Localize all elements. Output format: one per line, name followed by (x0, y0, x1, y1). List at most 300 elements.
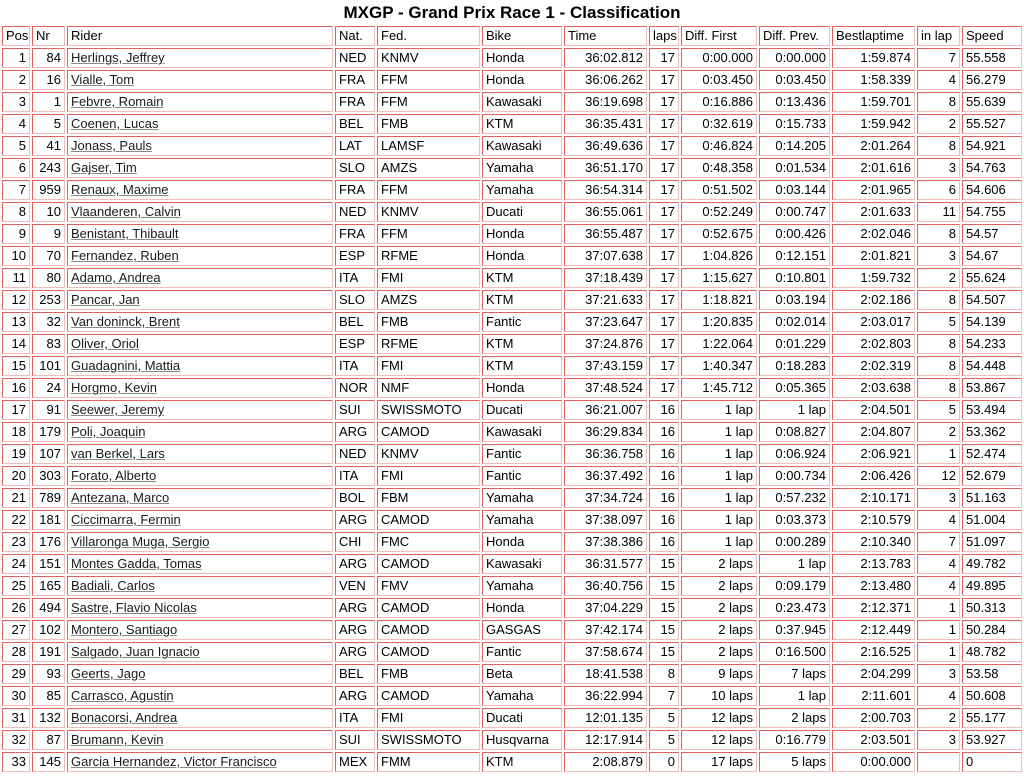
cell-fed: RFME (377, 334, 480, 354)
cell-rider (67, 752, 333, 772)
table-row (2, 686, 1022, 706)
cell-in_lap: 1 (917, 598, 960, 618)
cell-laps: 16 (649, 444, 679, 464)
cell-speed: 54.507 (962, 290, 1022, 310)
cell-laps: 15 (649, 620, 679, 640)
table-body (2, 48, 1022, 772)
cell-fed: CAMOD (377, 642, 480, 662)
cell-bike: Honda (482, 246, 562, 266)
cell-diff_first: 1:04.826 (681, 246, 757, 266)
cell-nr: 181 (32, 510, 65, 530)
cell-nr: 101 (32, 356, 65, 376)
cell-diff_prev: 0:00.289 (759, 532, 830, 552)
cell-bike: KTM (482, 114, 562, 134)
cell-laps: 15 (649, 642, 679, 662)
rider-link[interactable]: Fernandez, Ruben (71, 248, 179, 263)
cell-laps: 17 (649, 48, 679, 68)
cell-bike: Yamaha (482, 158, 562, 178)
cell-time: 36:36.758 (564, 444, 647, 464)
cell-bestlaptime: 2:01.965 (832, 180, 915, 200)
cell-nr: 102 (32, 620, 65, 640)
cell-fed: CAMOD (377, 598, 480, 618)
cell-time: 36:06.262 (564, 70, 647, 90)
cell-speed: 55.558 (962, 48, 1022, 68)
cell-diff_first: 1 lap (681, 444, 757, 464)
rider-link[interactable]: Badiali, Carlos (71, 578, 155, 593)
cell-diff_first: 1 lap (681, 400, 757, 420)
cell-bike: Yamaha (482, 686, 562, 706)
cell-nat: NED (335, 202, 375, 222)
cell-fed: LAMSF (377, 136, 480, 156)
cell-diff_first: 2 laps (681, 598, 757, 618)
cell-diff_prev: 0:57.232 (759, 488, 830, 508)
cell-bike: Honda (482, 70, 562, 90)
cell-time: 37:48.524 (564, 378, 647, 398)
cell-in_lap: 8 (917, 136, 960, 156)
table-row (2, 664, 1022, 684)
cell-speed: 50.284 (962, 620, 1022, 640)
table-row (2, 268, 1022, 288)
cell-rider (67, 554, 333, 574)
rider-link[interactable]: Guadagnini, Mattia (71, 358, 181, 373)
cell-speed: 48.782 (962, 642, 1022, 662)
rider-link[interactable]: Ciccimarra, Fermin (71, 512, 181, 527)
cell-nat: LAT (335, 136, 375, 156)
table-row (2, 642, 1022, 662)
cell-time: 37:43.159 (564, 356, 647, 376)
cell-nr: 24 (32, 378, 65, 398)
cell-bike: Ducati (482, 708, 562, 728)
rider-link[interactable]: Salgado, Juan Ignacio (71, 644, 200, 659)
cell-bike: Kawasaki (482, 92, 562, 112)
table-row (2, 576, 1022, 596)
rider-link[interactable]: Van doninck, Brent (71, 314, 180, 329)
cell-bike: Yamaha (482, 576, 562, 596)
cell-pos: 21 (2, 488, 30, 508)
rider-link[interactable]: Herlings, Jeffrey (71, 50, 165, 65)
cell-bestlaptime: 1:59.942 (832, 114, 915, 134)
cell-rider (67, 400, 333, 420)
cell-diff_first: 1:45.712 (681, 378, 757, 398)
cell-fed: CAMOD (377, 422, 480, 442)
cell-diff_prev: 0:01.229 (759, 334, 830, 354)
rider-link[interactable]: Coenen, Lucas (71, 116, 159, 131)
cell-bestlaptime: 2:11.601 (832, 686, 915, 706)
table-row (2, 246, 1022, 266)
cell-speed: 51.097 (962, 532, 1022, 552)
cell-pos: 25 (2, 576, 30, 596)
cell-bestlaptime: 0:00.000 (832, 752, 915, 772)
cell-nat: FRA (335, 224, 375, 244)
cell-fed: FFM (377, 180, 480, 200)
cell-in_lap: 2 (917, 114, 960, 134)
cell-fed: FMI (377, 466, 480, 486)
cell-laps: 15 (649, 576, 679, 596)
cell-diff_first: 0:32.619 (681, 114, 757, 134)
cell-fed: CAMOD (377, 620, 480, 640)
cell-rider (67, 114, 333, 134)
cell-fed: FMB (377, 114, 480, 134)
cell-laps: 16 (649, 400, 679, 420)
table-row (2, 554, 1022, 574)
cell-time: 36:51.170 (564, 158, 647, 178)
cell-diff_first: 9 laps (681, 664, 757, 684)
cell-pos: 5 (2, 136, 30, 156)
header-row (2, 26, 1022, 46)
cell-rider (67, 444, 333, 464)
cell-diff_prev: 0:15.733 (759, 114, 830, 134)
cell-nr: 85 (32, 686, 65, 706)
cell-diff_first: 2 laps (681, 554, 757, 574)
rider-link[interactable]: Garcia Hernandez, Victor Francisco (71, 754, 277, 769)
cell-nr: 16 (32, 70, 65, 90)
cell-bestlaptime: 2:03.017 (832, 312, 915, 332)
cell-diff_prev: 7 laps (759, 664, 830, 684)
table-row (2, 620, 1022, 640)
cell-nr: 176 (32, 532, 65, 552)
cell-rider (67, 312, 333, 332)
cell-time: 36:55.487 (564, 224, 647, 244)
cell-speed: 51.004 (962, 510, 1022, 530)
cell-diff_first: 0:00.000 (681, 48, 757, 68)
cell-speed: 54.763 (962, 158, 1022, 178)
cell-diff_first: 0:48.358 (681, 158, 757, 178)
cell-time: 37:07.638 (564, 246, 647, 266)
cell-laps: 17 (649, 312, 679, 332)
cell-diff_prev: 0:03.144 (759, 180, 830, 200)
cell-laps: 5 (649, 708, 679, 728)
cell-nat: CHI (335, 532, 375, 552)
cell-bestlaptime: 2:02.186 (832, 290, 915, 310)
cell-in_lap: 8 (917, 356, 960, 376)
cell-rider (67, 686, 333, 706)
cell-diff_prev: 0:00.734 (759, 466, 830, 486)
cell-fed: CAMOD (377, 686, 480, 706)
cell-nr: 145 (32, 752, 65, 772)
cell-time: 37:23.647 (564, 312, 647, 332)
cell-pos: 28 (2, 642, 30, 662)
cell-nr: 70 (32, 246, 65, 266)
cell-bike: Fantic (482, 312, 562, 332)
cell-rider (67, 70, 333, 90)
cell-nat: BEL (335, 312, 375, 332)
cell-pos: 22 (2, 510, 30, 530)
column-header-time: Time (564, 26, 647, 46)
cell-rider (67, 620, 333, 640)
cell-bike: Honda (482, 378, 562, 398)
rider-link[interactable]: Villaronga Muga, Sergio (71, 534, 210, 549)
cell-time: 37:42.174 (564, 620, 647, 640)
cell-time: 37:38.386 (564, 532, 647, 552)
cell-fed: FFM (377, 92, 480, 112)
cell-rider (67, 180, 333, 200)
cell-fed: RFME (377, 246, 480, 266)
cell-bike: Fantic (482, 642, 562, 662)
cell-bestlaptime: 2:16.525 (832, 642, 915, 662)
cell-bestlaptime: 2:03.501 (832, 730, 915, 750)
cell-diff_prev: 0:16.779 (759, 730, 830, 750)
rider-link[interactable]: Oliver, Oriol (71, 336, 139, 351)
rider-link[interactable]: Montes Gadda, Tomas (71, 556, 202, 571)
cell-speed: 56.279 (962, 70, 1022, 90)
cell-pos: 10 (2, 246, 30, 266)
cell-bestlaptime: 2:06.921 (832, 444, 915, 464)
cell-speed: 55.177 (962, 708, 1022, 728)
cell-laps: 15 (649, 598, 679, 618)
cell-bestlaptime: 2:10.340 (832, 532, 915, 552)
cell-nr: 93 (32, 664, 65, 684)
cell-nr: 243 (32, 158, 65, 178)
cell-diff_first: 1 lap (681, 510, 757, 530)
cell-pos: 2 (2, 70, 30, 90)
cell-pos: 32 (2, 730, 30, 750)
cell-time: 36:22.994 (564, 686, 647, 706)
cell-in_lap: 3 (917, 488, 960, 508)
rider-link[interactable]: Febvre, Romain (71, 94, 164, 109)
cell-rider (67, 708, 333, 728)
rider-link[interactable]: Renaux, Maxime (71, 182, 169, 197)
cell-laps: 8 (649, 664, 679, 684)
table-row (2, 334, 1022, 354)
cell-bestlaptime: 1:59.732 (832, 268, 915, 288)
cell-laps: 16 (649, 466, 679, 486)
cell-bestlaptime: 2:03.638 (832, 378, 915, 398)
cell-in_lap: 1 (917, 620, 960, 640)
cell-time: 36:21.007 (564, 400, 647, 420)
cell-time: 36:37.492 (564, 466, 647, 486)
cell-nr: 83 (32, 334, 65, 354)
cell-diff_first: 2 laps (681, 642, 757, 662)
cell-diff_prev: 0:16.500 (759, 642, 830, 662)
cell-rider (67, 378, 333, 398)
rider-link[interactable]: Poli, Joaquin (71, 424, 146, 439)
cell-diff_prev: 0:03.373 (759, 510, 830, 530)
column-header-in_lap: in lap (917, 26, 960, 46)
cell-diff_prev: 0:03.450 (759, 70, 830, 90)
rider-link[interactable]: Montero, Santiago (71, 622, 178, 637)
cell-pos: 8 (2, 202, 30, 222)
rider-link[interactable]: Benistant, Thibault (71, 226, 179, 241)
cell-laps: 17 (649, 114, 679, 134)
cell-pos: 12 (2, 290, 30, 310)
rider-link[interactable]: Brumann, Kevin (71, 732, 164, 747)
cell-bestlaptime: 2:04.807 (832, 422, 915, 442)
cell-laps: 16 (649, 488, 679, 508)
cell-laps: 17 (649, 158, 679, 178)
cell-laps: 17 (649, 290, 679, 310)
cell-diff_first: 0:46.824 (681, 136, 757, 156)
rider-link[interactable]: Vlaanderen, Calvin (71, 204, 181, 219)
rider-link[interactable]: Pancar, Jan (71, 292, 140, 307)
cell-in_lap: 2 (917, 422, 960, 442)
cell-in_lap: 4 (917, 510, 960, 530)
cell-diff_first: 1 lap (681, 466, 757, 486)
cell-bike: Beta (482, 664, 562, 684)
cell-pos: 3 (2, 92, 30, 112)
table-row (2, 114, 1022, 134)
cell-bike: KTM (482, 290, 562, 310)
cell-nr: 1 (32, 92, 65, 112)
cell-rider (67, 334, 333, 354)
cell-diff_first: 1:22.064 (681, 334, 757, 354)
cell-laps: 17 (649, 246, 679, 266)
cell-speed: 50.313 (962, 598, 1022, 618)
cell-diff_prev: 0:00.747 (759, 202, 830, 222)
cell-laps: 17 (649, 180, 679, 200)
cell-nat: VEN (335, 576, 375, 596)
cell-bike: Yamaha (482, 510, 562, 530)
cell-nr: 91 (32, 400, 65, 420)
cell-rider (67, 136, 333, 156)
rider-link[interactable]: Seewer, Jeremy (71, 402, 165, 417)
cell-nat: FRA (335, 92, 375, 112)
cell-time: 37:38.097 (564, 510, 647, 530)
cell-nat: NED (335, 444, 375, 464)
cell-pos: 14 (2, 334, 30, 354)
cell-in_lap: 3 (917, 730, 960, 750)
cell-speed: 54.921 (962, 136, 1022, 156)
cell-diff_prev: 0:02.014 (759, 312, 830, 332)
cell-nr: 191 (32, 642, 65, 662)
cell-diff_first: 2 laps (681, 576, 757, 596)
cell-fed: FFM (377, 70, 480, 90)
cell-in_lap: 8 (917, 290, 960, 310)
cell-fed: CAMOD (377, 554, 480, 574)
cell-fed: AMZS (377, 158, 480, 178)
cell-time: 18:41.538 (564, 664, 647, 684)
cell-diff_prev: 0:12.151 (759, 246, 830, 266)
cell-bestlaptime: 2:12.449 (832, 620, 915, 640)
column-header-rider: Rider (67, 26, 333, 46)
cell-diff_first: 2 laps (681, 620, 757, 640)
cell-nat: NED (335, 48, 375, 68)
column-header-nr: Nr (32, 26, 65, 46)
column-header-pos: Pos (2, 26, 30, 46)
rider-link[interactable]: Carrasco, Agustin (71, 688, 174, 703)
cell-diff_prev: 0:01.534 (759, 158, 830, 178)
cell-nat: BEL (335, 664, 375, 684)
cell-diff_first: 0:52.249 (681, 202, 757, 222)
cell-speed: 53.867 (962, 378, 1022, 398)
cell-pos: 9 (2, 224, 30, 244)
cell-pos: 1 (2, 48, 30, 68)
cell-bestlaptime: 2:01.821 (832, 246, 915, 266)
cell-nat: ESP (335, 246, 375, 266)
cell-nr: 10 (32, 202, 65, 222)
cell-speed: 55.639 (962, 92, 1022, 112)
cell-in_lap: 4 (917, 576, 960, 596)
cell-in_lap: 7 (917, 532, 960, 552)
cell-rider (67, 730, 333, 750)
cell-time: 37:18.439 (564, 268, 647, 288)
rider-link[interactable]: Adamo, Andrea (71, 270, 161, 285)
table-row (2, 92, 1022, 112)
table-row (2, 312, 1022, 332)
cell-time: 37:04.229 (564, 598, 647, 618)
cell-pos: 13 (2, 312, 30, 332)
cell-bike: Ducati (482, 400, 562, 420)
rider-link[interactable]: Forato, Alberto (71, 468, 157, 483)
cell-fed: FBM (377, 488, 480, 508)
rider-link[interactable]: van Berkel, Lars (71, 446, 165, 461)
cell-bike: Fantic (482, 466, 562, 486)
cell-in_lap: 1 (917, 444, 960, 464)
cell-laps: 17 (649, 70, 679, 90)
cell-fed: FMM (377, 752, 480, 772)
cell-laps: 0 (649, 752, 679, 772)
table-row (2, 752, 1022, 772)
rider-link[interactable]: Bonacorsi, Andrea (71, 710, 178, 725)
cell-diff_prev: 5 laps (759, 752, 830, 772)
cell-fed: KNMV (377, 202, 480, 222)
table-row (2, 136, 1022, 156)
table-row (2, 180, 1022, 200)
cell-nat: ARG (335, 510, 375, 530)
page-title: MXGP - Grand Prix Race 1 - Classification (343, 3, 681, 22)
cell-rider (67, 532, 333, 552)
rider-link[interactable]: Jonass, Pauls (71, 138, 152, 153)
cell-speed: 0 (962, 752, 1022, 772)
cell-diff_prev: 0:08.827 (759, 422, 830, 442)
cell-pos: 23 (2, 532, 30, 552)
cell-laps: 17 (649, 268, 679, 288)
cell-nr: 107 (32, 444, 65, 464)
rider-link[interactable]: Horgmo, Kevin (71, 380, 157, 395)
rider-link[interactable]: Geerts, Jago (71, 666, 146, 681)
rider-link[interactable]: Antezana, Marco (71, 490, 170, 505)
cell-diff_prev: 0:03.194 (759, 290, 830, 310)
cell-rider (67, 510, 333, 530)
cell-bestlaptime: 2:04.299 (832, 664, 915, 684)
cell-bestlaptime: 2:12.371 (832, 598, 915, 618)
rider-link[interactable]: Vialle, Tom (71, 72, 135, 87)
cell-rider (67, 246, 333, 266)
cell-time: 12:01.135 (564, 708, 647, 728)
table-row (2, 422, 1022, 442)
cell-bike: Yamaha (482, 488, 562, 508)
cell-pos: 19 (2, 444, 30, 464)
cell-speed: 49.895 (962, 576, 1022, 596)
cell-pos: 16 (2, 378, 30, 398)
cell-rider (67, 422, 333, 442)
rider-link[interactable]: Sastre, Flavio Nicolas (71, 600, 197, 615)
cell-diff_first: 1:15.627 (681, 268, 757, 288)
cell-time: 36:40.756 (564, 576, 647, 596)
cell-nr: 959 (32, 180, 65, 200)
cell-fed: NMF (377, 378, 480, 398)
cell-bike: GASGAS (482, 620, 562, 640)
cell-pos: 6 (2, 158, 30, 178)
cell-rider (67, 466, 333, 486)
cell-bestlaptime: 2:02.803 (832, 334, 915, 354)
cell-diff_first: 1 lap (681, 488, 757, 508)
cell-fed: SWISSMOTO (377, 400, 480, 420)
cell-in_lap: 2 (917, 268, 960, 288)
cell-laps: 15 (649, 554, 679, 574)
cell-bike: Ducati (482, 202, 562, 222)
cell-laps: 17 (649, 334, 679, 354)
cell-pos: 20 (2, 466, 30, 486)
cell-diff_prev: 1 lap (759, 400, 830, 420)
cell-pos: 7 (2, 180, 30, 200)
cell-rider (67, 268, 333, 288)
cell-speed: 54.448 (962, 356, 1022, 376)
rider-link[interactable]: Gajser, Tim (71, 160, 137, 175)
cell-bestlaptime: 2:10.171 (832, 488, 915, 508)
cell-diff_prev: 0:18.283 (759, 356, 830, 376)
cell-speed: 52.679 (962, 466, 1022, 486)
cell-time: 36:55.061 (564, 202, 647, 222)
